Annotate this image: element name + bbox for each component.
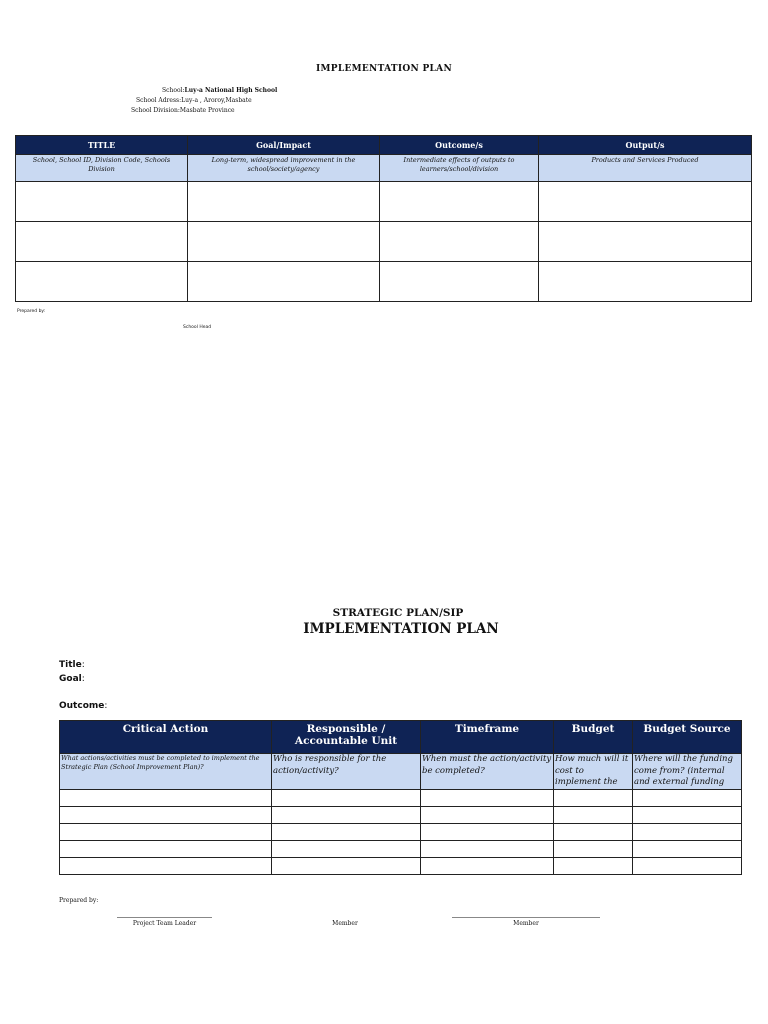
table-cell[interactable] <box>554 790 633 807</box>
page1-school-head: School Head <box>183 325 212 330</box>
header-title: TITLE <box>16 136 188 155</box>
address-value: Luy-a , Aroroy,Masbate <box>181 97 252 104</box>
table-cell[interactable] <box>554 807 633 824</box>
table-cell[interactable] <box>380 182 539 222</box>
table-cell[interactable] <box>633 790 742 807</box>
table-cell[interactable] <box>421 858 554 875</box>
table-cell[interactable] <box>60 841 272 858</box>
table-cell[interactable] <box>554 824 633 841</box>
table-cell[interactable] <box>272 790 421 807</box>
desc-title: School, School ID, Division Code, Schools Division <box>16 155 188 182</box>
member-label-1: Member <box>332 920 358 927</box>
table-row <box>16 182 752 222</box>
desc-outcomes: Intermediate effects of outputs to learners/school/division <box>380 155 539 182</box>
table-cell[interactable] <box>272 807 421 824</box>
goal-label: Goal <box>59 674 82 684</box>
table-cell[interactable] <box>16 182 188 222</box>
table-row <box>60 841 742 858</box>
member-label-2: Member <box>513 920 539 927</box>
desc-goal-impact: Long-term, widespread improvement in the school/society/agency <box>188 155 380 182</box>
table-cell[interactable] <box>539 182 752 222</box>
project-team-leader: Project Team Leader <box>132 920 197 927</box>
table-row <box>60 824 742 841</box>
table-cell[interactable] <box>633 841 742 858</box>
table-cell[interactable] <box>421 790 554 807</box>
table-cell[interactable] <box>188 222 380 262</box>
table-cell[interactable] <box>188 262 380 302</box>
signature-line-leader <box>117 917 212 918</box>
header-budget: Budget <box>554 721 633 754</box>
page2-title: IMPLEMENTATION PLAN <box>303 621 499 637</box>
header-budget-source: Budget Source <box>633 721 742 754</box>
table-cell[interactable] <box>539 222 752 262</box>
division-label: School Division: <box>131 107 180 114</box>
table-cell[interactable] <box>421 807 554 824</box>
desc-critical-action: What actions/activities must be completed to implement the Strategic Plan (School Improvement Plan)? <box>60 754 272 790</box>
outcome-label: Outcome <box>59 701 105 711</box>
school-value: Luy-a National High School <box>184 87 278 94</box>
table-cell[interactable] <box>272 858 421 875</box>
table-row <box>60 858 742 875</box>
table-cell[interactable] <box>539 262 752 302</box>
page2-prepared-by: Prepared by: <box>59 897 99 904</box>
table-cell[interactable] <box>16 222 188 262</box>
division-value: Masbate Province <box>179 107 235 114</box>
desc-budget-source: Where will the funding come from? (internal and external funding <box>633 754 742 790</box>
table-row <box>60 790 742 807</box>
header-outcomes: Outcome/s <box>380 136 539 155</box>
table-row <box>16 222 752 262</box>
goal-label-row <box>59 674 85 684</box>
page2-implementation-table <box>59 720 742 875</box>
address-label: School Adress: <box>136 97 182 104</box>
table-cell[interactable] <box>554 858 633 875</box>
table-cell[interactable] <box>60 807 272 824</box>
table-cell[interactable] <box>188 182 380 222</box>
table-cell[interactable] <box>60 824 272 841</box>
desc-outputs: Products and Services Produced <box>539 155 752 182</box>
school-info-block <box>100 86 288 116</box>
title-label-row <box>59 660 85 670</box>
table-cell[interactable] <box>380 262 539 302</box>
table-cell[interactable] <box>633 858 742 875</box>
header-critical-action: Critical Action <box>60 721 272 754</box>
outcome-label-row <box>59 701 107 711</box>
goal-colon: : <box>81 674 85 684</box>
header-responsible-unit: Responsible / Accountable Unit <box>272 721 421 754</box>
page2-subtitle: STRATEGIC PLAN/SIP <box>332 607 464 619</box>
table-cell[interactable] <box>60 790 272 807</box>
header-timeframe: Timeframe <box>421 721 554 754</box>
header-goal-impact: Goal/Impact <box>188 136 380 155</box>
table-cell[interactable] <box>60 858 272 875</box>
outcome-colon: : <box>104 701 108 711</box>
title-colon: : <box>81 660 85 670</box>
table-cell[interactable] <box>633 807 742 824</box>
page1-plan-table <box>15 135 752 302</box>
table-cell[interactable] <box>380 222 539 262</box>
table-cell[interactable] <box>421 841 554 858</box>
title-label: Title <box>59 660 82 670</box>
table-cell[interactable] <box>421 824 554 841</box>
signature-line-member <box>452 917 600 918</box>
school-label: School: <box>162 87 185 94</box>
table-row <box>16 262 752 302</box>
table-cell[interactable] <box>272 841 421 858</box>
header-outputs: Output/s <box>539 136 752 155</box>
table-cell[interactable] <box>16 262 188 302</box>
page1-prepared-by: Prepared by: <box>17 309 46 314</box>
table-cell[interactable] <box>554 841 633 858</box>
page1-title: IMPLEMENTATION PLAN <box>316 64 452 74</box>
desc-budget: How much will it cost to implement the <box>554 754 633 790</box>
desc-timeframe: When must the action/activity be completed? <box>421 754 554 790</box>
table-cell[interactable] <box>633 824 742 841</box>
table-row <box>60 807 742 824</box>
table-cell[interactable] <box>272 824 421 841</box>
desc-responsible-unit: Who is responsible for the action/activity? <box>272 754 421 790</box>
